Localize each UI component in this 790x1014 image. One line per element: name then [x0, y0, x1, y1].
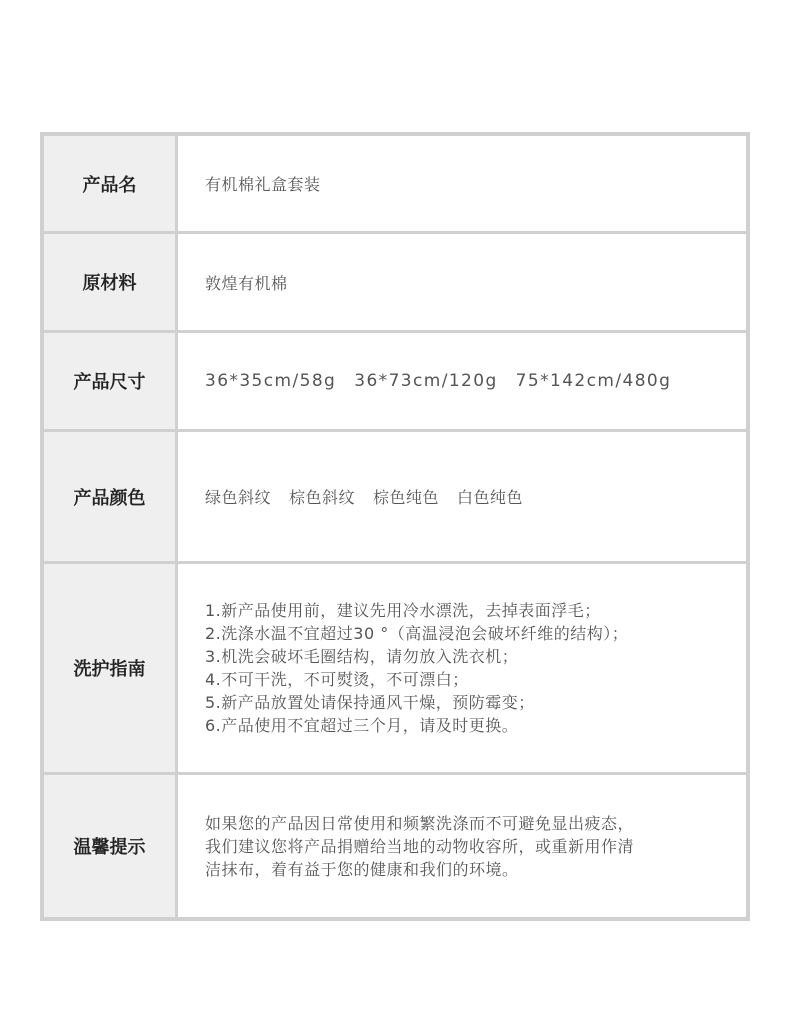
- table-row-product-name: [44, 136, 746, 234]
- color-option: 棕色斜纹: [289, 488, 356, 507]
- size-label: 产品尺寸: [44, 333, 178, 429]
- color-option: 白色纯色: [457, 488, 524, 507]
- tips-value-cell: [178, 775, 746, 917]
- care-guide-item: 4.不可干洗，不可熨烫，不可漂白；: [205, 670, 469, 689]
- table-row-care-guide: [44, 564, 746, 775]
- size-option: 36*73cm/120g: [354, 371, 498, 391]
- material-value-cell: [178, 234, 746, 330]
- table-row-material: [44, 234, 746, 333]
- material-label: 原材料: [44, 234, 178, 330]
- care-guide-item: 3.机洗会破坏毛圈结构，请勿放入洗衣机；: [205, 647, 519, 666]
- care-guide-item: 5.新产品放置处请保持通风干燥，预防霉变；: [205, 693, 535, 712]
- tips-line: 洁抹布，着有益于您的健康和我们的环境。: [205, 859, 519, 879]
- color-option: 绿色斜纹: [205, 488, 272, 507]
- tips-line: 如果您的产品因日常使用和频繁洗涤而不可避免显出疲态，: [205, 813, 635, 833]
- tips-label: 温馨提示: [44, 775, 178, 917]
- size-option: 75*142cm/480g: [515, 371, 672, 391]
- care-guide-label: 洗护指南: [44, 564, 178, 772]
- table-row-size: [44, 333, 746, 432]
- care-guide-item: 6.产品使用不宜超过三个月，请及时更换。: [205, 716, 519, 735]
- table-row-color: [44, 432, 746, 564]
- care-guide-value-cell: [178, 564, 746, 772]
- tips-paragraph: [205, 812, 634, 881]
- care-guide-item: 1.新产品使用前，建议先用冷水漂洗，去掉表面浮毛；: [205, 601, 601, 620]
- product-name-value: 有机棉礼盒套装: [205, 175, 321, 194]
- product-name-value-cell: [178, 136, 746, 231]
- color-label: 产品颜色: [44, 432, 178, 561]
- table-row-tips: [44, 775, 746, 917]
- care-guide-list: [205, 599, 628, 737]
- color-value-cell: [178, 432, 746, 561]
- product-name-label: 产品名: [44, 136, 178, 231]
- material-value: 敦煌有机棉: [205, 273, 288, 293]
- product-spec-table: [40, 132, 750, 921]
- color-option: 棕色纯色: [373, 488, 440, 507]
- size-value-cell: [178, 333, 746, 429]
- care-guide-item: 2.洗涤水温不宜超过30 °（高温浸泡会破坏纤维的结构）；: [205, 624, 629, 643]
- tips-line: 我们建议您将产品捐赠给当地的动物收容所，或重新用作清: [205, 836, 635, 856]
- size-option: 36*35cm/58g: [205, 371, 337, 391]
